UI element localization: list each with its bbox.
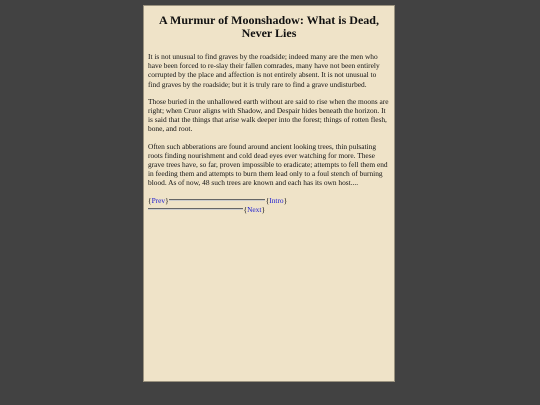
brace-close: } (165, 195, 169, 205)
paragraph-3: Often such abberations are found around ancient looking trees, thin pulsating roots finding nourishment and cold dead eyes ever watching for more. These grave trees have, so far, proven impossible to eradicate; attempts to fell them end in feeding them and attempts to burn them lead only to a foul stench of burning blood. As of now, 48 such trees are known and each has its own host.... (148, 141, 388, 188)
brace-open: { (148, 195, 152, 205)
paragraph-2: Those buried in the unhallowed earth without are said to rise when the moons are right; when Cruor aligns with Shadow, and Despair hides beneath the horizon. It is said that the things that arise walk deeper into the forest; things of rotten flesh, bone, and root. (148, 96, 389, 134)
content-panel (143, 5, 395, 382)
brace-open: { (265, 195, 270, 205)
nav-divider (148, 208, 243, 210)
nav-divider (169, 199, 265, 201)
prev-link[interactable]: Prev (151, 195, 166, 205)
brace-close: } (261, 204, 265, 214)
navigation (148, 196, 390, 214)
paragraph-1: It is not unusual to find graves by the roadside; indeed many are the men who have been forced to re-slay their fallen comrades, many have not been entirely corrupted by the place and affection is not entirely absent. It is not unusual to find graves by the roadside; but it is truly rare to find a grave undisturbed. (148, 52, 380, 89)
next-link[interactable]: Next (247, 204, 262, 214)
intro-link[interactable]: Intro (269, 195, 284, 205)
nav-row-1 (148, 196, 390, 205)
nav-row-2 (148, 205, 390, 214)
brace-open: { (243, 204, 248, 214)
brace-close: } (283, 195, 288, 205)
page-title: A Murmur of Moonshadow: What is Dead, Never Lies (159, 13, 379, 40)
